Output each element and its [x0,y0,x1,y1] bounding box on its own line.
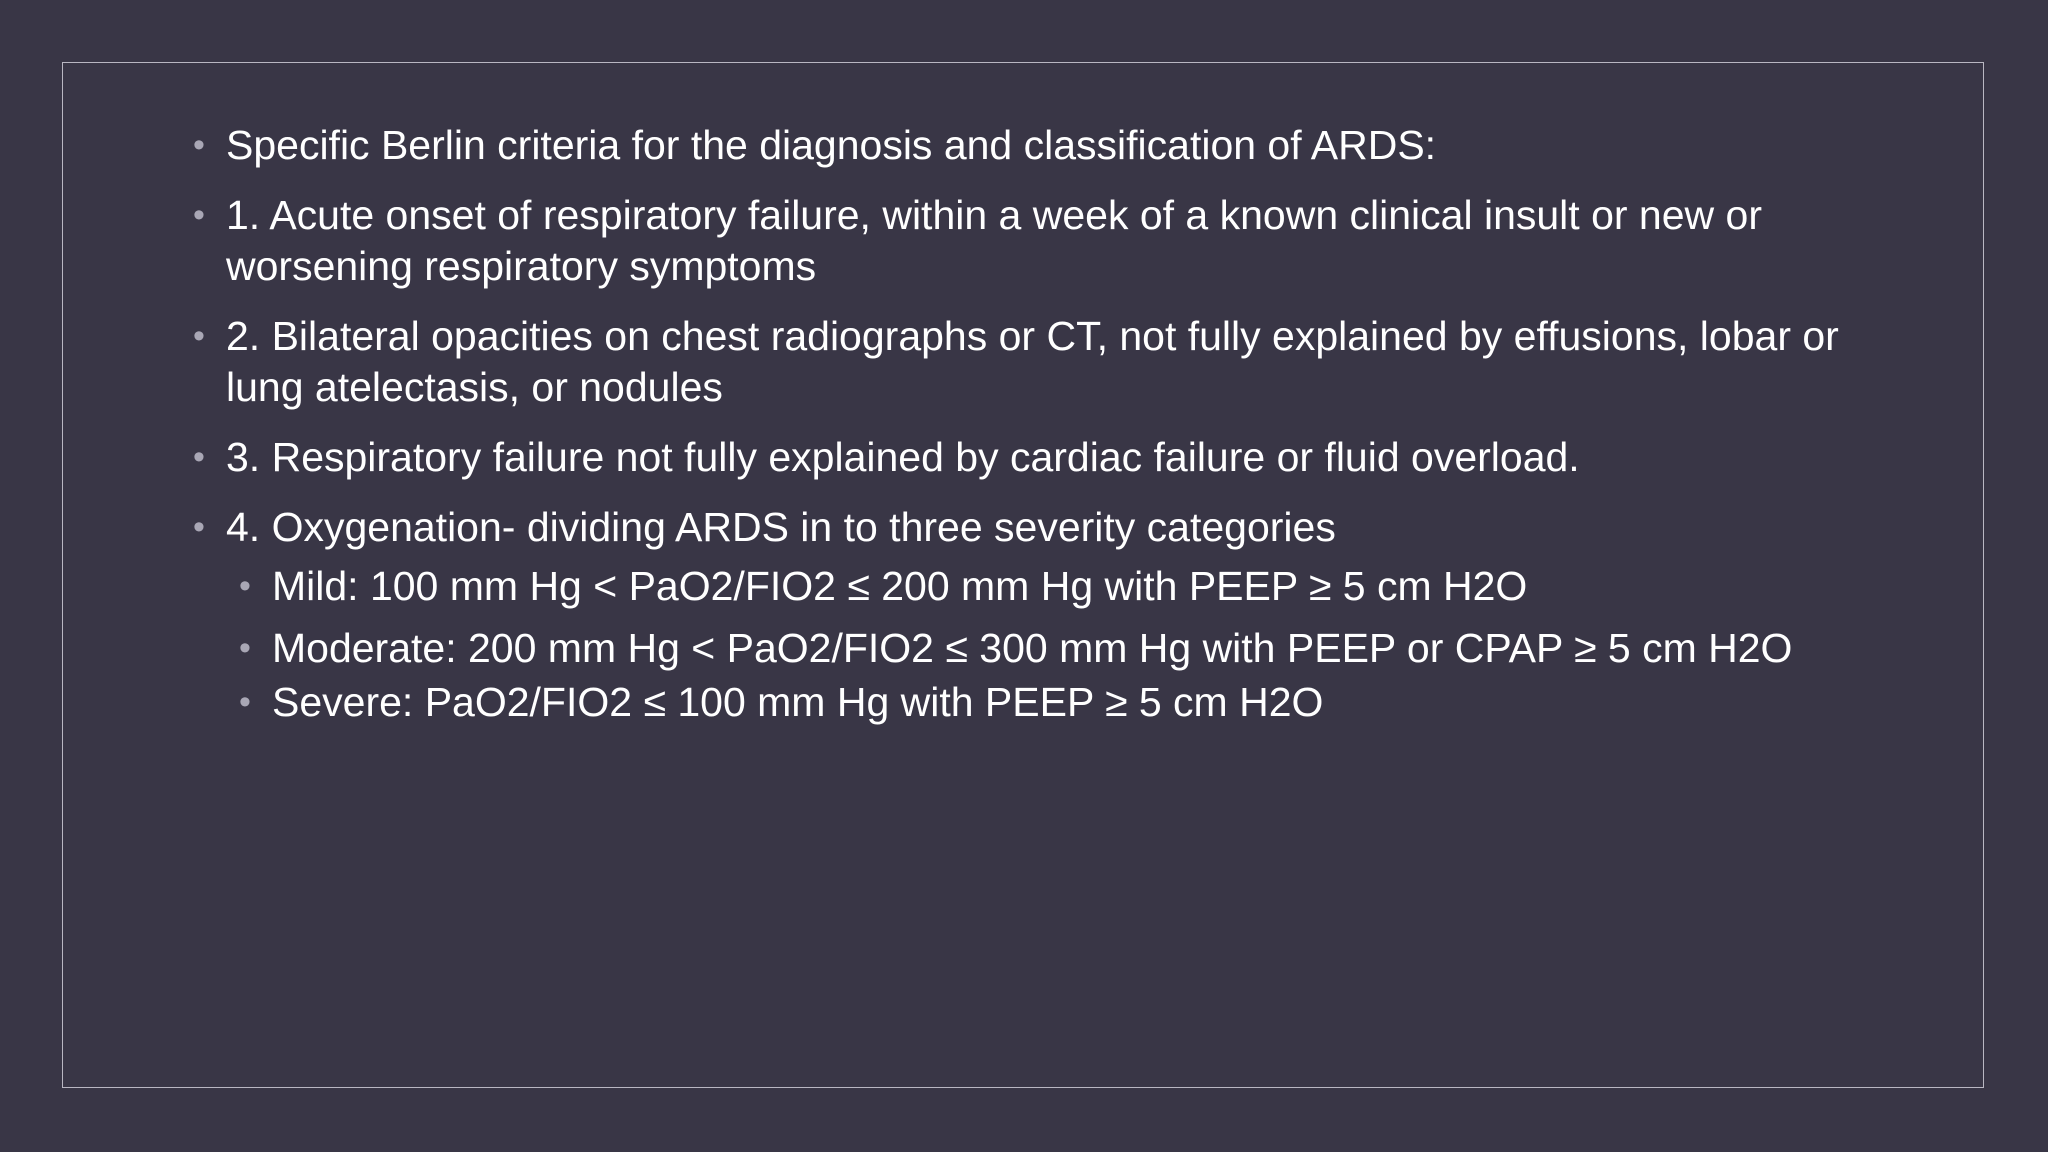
slide-content [193,120,1893,747]
sublist-item-moderate [193,623,1893,674]
list-item-text: 4. Oxygenation- dividing ARDS in to three severity categories [226,504,1336,550]
bullet-icon: • [239,683,251,721]
bullet-icon: • [193,438,205,476]
bullet-icon: • [239,629,251,667]
list-item [193,120,1893,171]
sublist-item-text: Moderate: 200 mm Hg < PaO2/FIO2 ≤ 300 mm Hg with PEEP or CPAP ≥ 5 cm H2O [272,625,1793,671]
severity-sublist [226,561,1893,728]
criteria-list [193,120,1893,728]
sublist-item-severe [193,677,1893,728]
sublist-item-text: Severe: PaO2/FIO2 ≤ 100 mm Hg with PEEP ≥ 5 cm H2O [272,679,1324,725]
list-item [193,502,1893,728]
list-item-text: 2. Bilateral opacities on chest radiographs or CT, not fully explained by effusions, lobar or lung atelectasis, or nodules [226,313,1839,410]
bullet-icon: • [193,508,205,546]
list-item-text: Specific Berlin criteria for the diagnosis and classification of ARDS: [226,122,1437,168]
bullet-icon: • [193,196,205,234]
sublist-item-mild [193,561,1893,612]
list-item-text: 1. Acute onset of respiratory failure, within a week of a known clinical insult or new or worsening respiratory symptoms [226,192,1762,289]
list-item [193,432,1893,483]
bullet-icon: • [193,126,205,164]
bullet-icon: • [193,317,205,355]
sublist-item-text: Mild: 100 mm Hg < PaO2/FIO2 ≤ 200 mm Hg with PEEP ≥ 5 cm H2O [272,563,1528,609]
list-item [193,311,1893,413]
list-item [193,190,1893,292]
list-item-text: 3. Respiratory failure not fully explained by cardiac failure or fluid overload. [226,434,1580,480]
bullet-icon: • [239,567,251,605]
